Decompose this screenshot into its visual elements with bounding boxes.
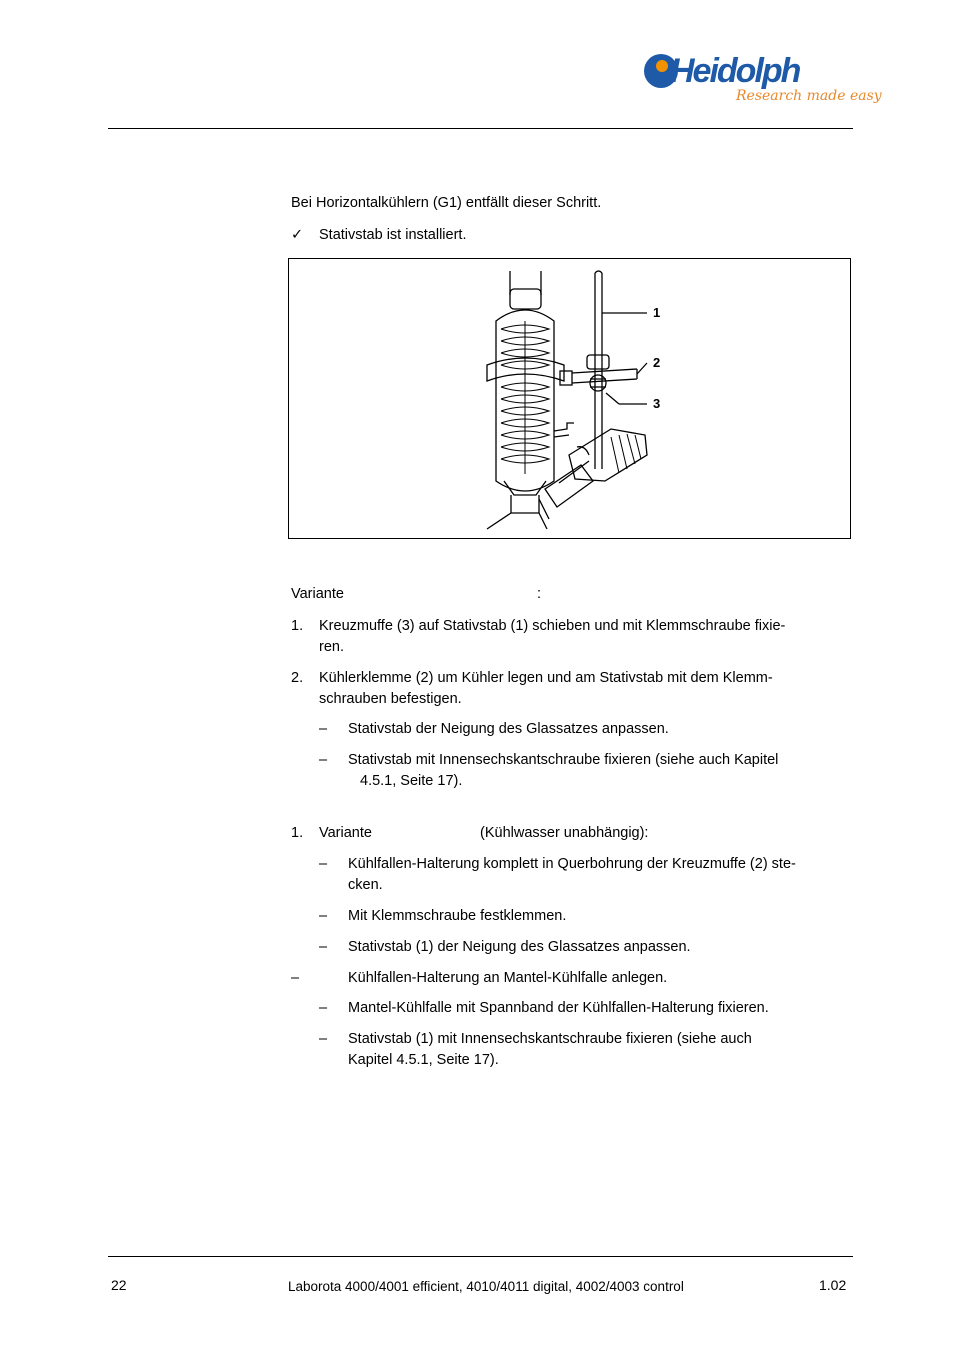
variant-b-note: (Kühlwasser unabhängig):	[480, 825, 649, 841]
substep-text: Mantel-Kühlfalle mit Spannband der Kühlfallen-Halterung fixieren.	[348, 1000, 769, 1016]
outer-step-text: Kühlfallen-Halterung an Mantel-Kühlfalle anlegen.	[348, 970, 668, 986]
substep-text: Stativstab (1) der Neigung des Glassatzes anpassen.	[348, 939, 691, 955]
precondition-text: Stativstab ist installiert.	[319, 227, 467, 243]
dash-bullet: –	[319, 856, 328, 872]
callout-2: 2	[653, 355, 661, 370]
condenser-figure	[288, 258, 851, 539]
condenser-illustration	[289, 259, 852, 540]
substep-text-cont: 4.5.1, Seite 17).	[360, 773, 463, 789]
variant-a-label: Variante	[291, 586, 344, 602]
substep-text: Mit Klemmschraube festklemmen.	[348, 908, 567, 924]
page-number: 22	[111, 1277, 127, 1293]
step-1-line-2: ren.	[319, 639, 344, 655]
variant-b-label: Variante	[319, 825, 372, 841]
step-1-line-1: Kreuzmuffe (3) auf Stativstab (1) schieben und mit Klemmschraube fixie-	[319, 618, 786, 634]
dash-bullet: –	[319, 752, 328, 768]
dash-bullet: –	[291, 970, 300, 986]
dash-bullet: –	[319, 1000, 328, 1016]
step-2-line-2: schrauben befestigen.	[319, 691, 462, 707]
footer-version: 1.02	[819, 1277, 847, 1293]
substep-text-cont: cken.	[348, 877, 383, 893]
dash-bullet: –	[319, 939, 328, 955]
substep-text: Stativstab mit Innensechskantschraube fixieren (siehe auch Kapitel	[348, 752, 779, 768]
check-icon: ✓	[291, 227, 304, 243]
logo-wordmark: Heidolph	[670, 52, 800, 90]
heidolph-logo	[644, 50, 882, 116]
step-2-line-1: Kühlerklemme (2) um Kühler legen und am Stativstab mit dem Klemm-	[319, 670, 773, 686]
footer-title: Laborota 4000/4001 efficient, 4010/4011 digital, 4002/4003 control	[288, 1279, 684, 1294]
footer-rule	[108, 1256, 853, 1257]
dash-bullet: –	[319, 908, 328, 924]
callout-3: 3	[653, 396, 661, 411]
step-number: 1.	[291, 618, 304, 634]
substep-text-cont: Kapitel 4.5.1, Seite 17).	[348, 1052, 499, 1068]
intro-text: Bei Horizontalkühlern (G1) entfällt dieser Schritt.	[291, 195, 602, 211]
header-rule	[108, 128, 853, 129]
callout-1: 1	[653, 305, 661, 320]
substep-text: Stativstab (1) mit Innensechskantschraube fixieren (siehe auch	[348, 1031, 752, 1047]
substep-text: Stativstab der Neigung des Glassatzes anpassen.	[348, 721, 669, 737]
logo-tagline: Research made easy	[736, 88, 882, 104]
step-number: 2.	[291, 670, 304, 686]
step-number: 1.	[291, 825, 304, 841]
substep-text: Kühlfallen-Halterung komplett in Querbohrung der Kreuzmuffe (2) ste-	[348, 856, 796, 872]
variant-a-colon: :	[537, 586, 542, 602]
dash-bullet: –	[319, 1031, 328, 1047]
dash-bullet: –	[319, 721, 328, 737]
